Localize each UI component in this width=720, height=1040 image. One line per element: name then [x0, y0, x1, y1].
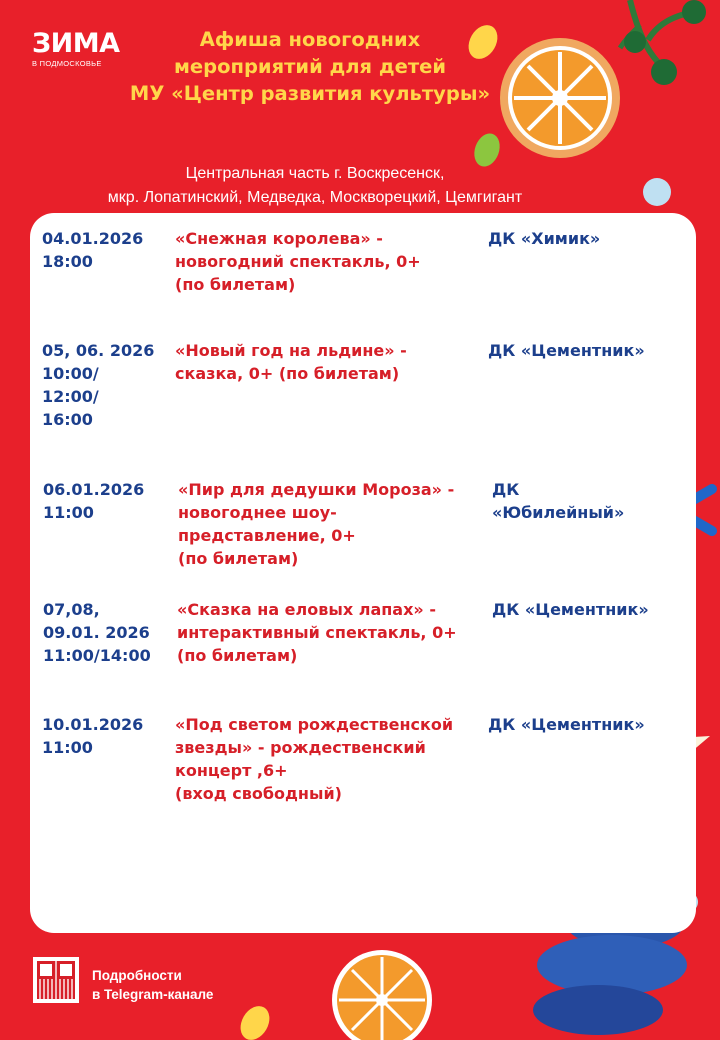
date-line: 10:00/: [42, 364, 99, 383]
event-title-line: «Снежная королева» -: [175, 229, 383, 248]
date-line: 05, 06. 2026: [42, 341, 155, 360]
event-title-line: «Пир для дедушки Мороза» -: [178, 480, 455, 499]
date-line: 06.01.2026: [43, 480, 145, 499]
venue-line: ДК «Цементник»: [488, 715, 645, 734]
logo-tagline: В ПОДМОСКОВЬЕ: [32, 59, 102, 68]
event-title: [177, 598, 457, 667]
telegram-link[interactable]: [92, 966, 213, 1004]
event-title-line: представление, 0+: [178, 526, 356, 545]
event-title: [175, 227, 421, 296]
event-title-line: новогодний спектакль, 0+: [175, 252, 421, 271]
event-venue: [488, 713, 645, 736]
date-line: 11:00: [43, 503, 94, 522]
date-line: 09.01. 2026: [43, 623, 150, 642]
subtitle-line: мкр. Лопатинский, Медведка, Москворецкий, Цемгигант: [107, 189, 523, 206]
date-line: 18:00: [42, 252, 93, 271]
berry-branch-icon: [620, 0, 706, 85]
page-subtitle: [30, 162, 600, 210]
qr-code-pattern: [37, 961, 75, 999]
date-line: 10.01.2026: [42, 715, 144, 734]
subtitle-line: Центральная часть г. Воскресенск,: [185, 165, 445, 182]
event-title-line: (по билетам): [175, 275, 296, 294]
telegram-line: в Telegram-канале: [92, 987, 214, 1002]
confetti-icon: [643, 178, 671, 206]
event-title-line: сказка, 0+ (по билетам): [175, 364, 400, 383]
event-title-line: (по билетам): [178, 549, 299, 568]
event-title-line: (вход свободный): [175, 784, 342, 803]
telegram-line: Подробности: [92, 968, 182, 983]
event-date: [42, 339, 154, 431]
event-title: [175, 339, 407, 385]
venue-line: ДК «Цементник»: [488, 341, 645, 360]
event-date: [42, 227, 143, 273]
event-date: [43, 478, 144, 524]
event-venue: [492, 598, 649, 621]
title-line: мероприятий для детей: [173, 55, 447, 78]
events-card: [30, 213, 696, 933]
event-title-line: (по билетам): [177, 646, 298, 665]
date-line: 16:00: [42, 410, 93, 429]
event-venue: [492, 478, 624, 524]
venue-line: ДК «Цементник»: [492, 600, 649, 619]
logo-wordmark: ЗИМА: [32, 28, 120, 59]
event-title-line: «Под светом рождественской: [175, 715, 454, 734]
event-title-line: новогоднее шоу-: [178, 503, 337, 522]
event-title-line: концерт ,6+: [175, 761, 288, 780]
event-venue: [488, 227, 600, 250]
event-title-line: звезды» - рождественский: [175, 738, 426, 757]
event-title: [178, 478, 454, 570]
date-line: 11:00/14:00: [43, 646, 151, 665]
event-title-line: «Сказка на еловых лапах» -: [177, 600, 436, 619]
event-title-line: «Новый год на льдине» -: [175, 341, 407, 360]
event-venue: [488, 339, 645, 362]
date-line: 11:00: [42, 738, 93, 757]
date-line: 04.01.2026: [42, 229, 144, 248]
title-line: Афиша новогодних: [199, 28, 421, 51]
event-date: [43, 598, 151, 667]
confetti-icon: [235, 1001, 276, 1040]
event-date: [42, 713, 143, 759]
event-title-line: интерактивный спектакль, 0+: [177, 623, 457, 642]
venue-line: ДК: [492, 480, 520, 499]
qr-code[interactable]: [33, 957, 79, 1003]
venue-line: ДК «Химик»: [488, 229, 601, 248]
date-line: 12:00/: [42, 387, 99, 406]
page-title: [100, 26, 520, 107]
date-line: 07,08,: [43, 600, 100, 619]
venue-line: «Юбилейный»: [492, 503, 625, 522]
title-line: МУ «Центр развития культуры»: [129, 82, 491, 105]
orange-slice-icon: [332, 950, 432, 1040]
event-title: [175, 713, 453, 805]
